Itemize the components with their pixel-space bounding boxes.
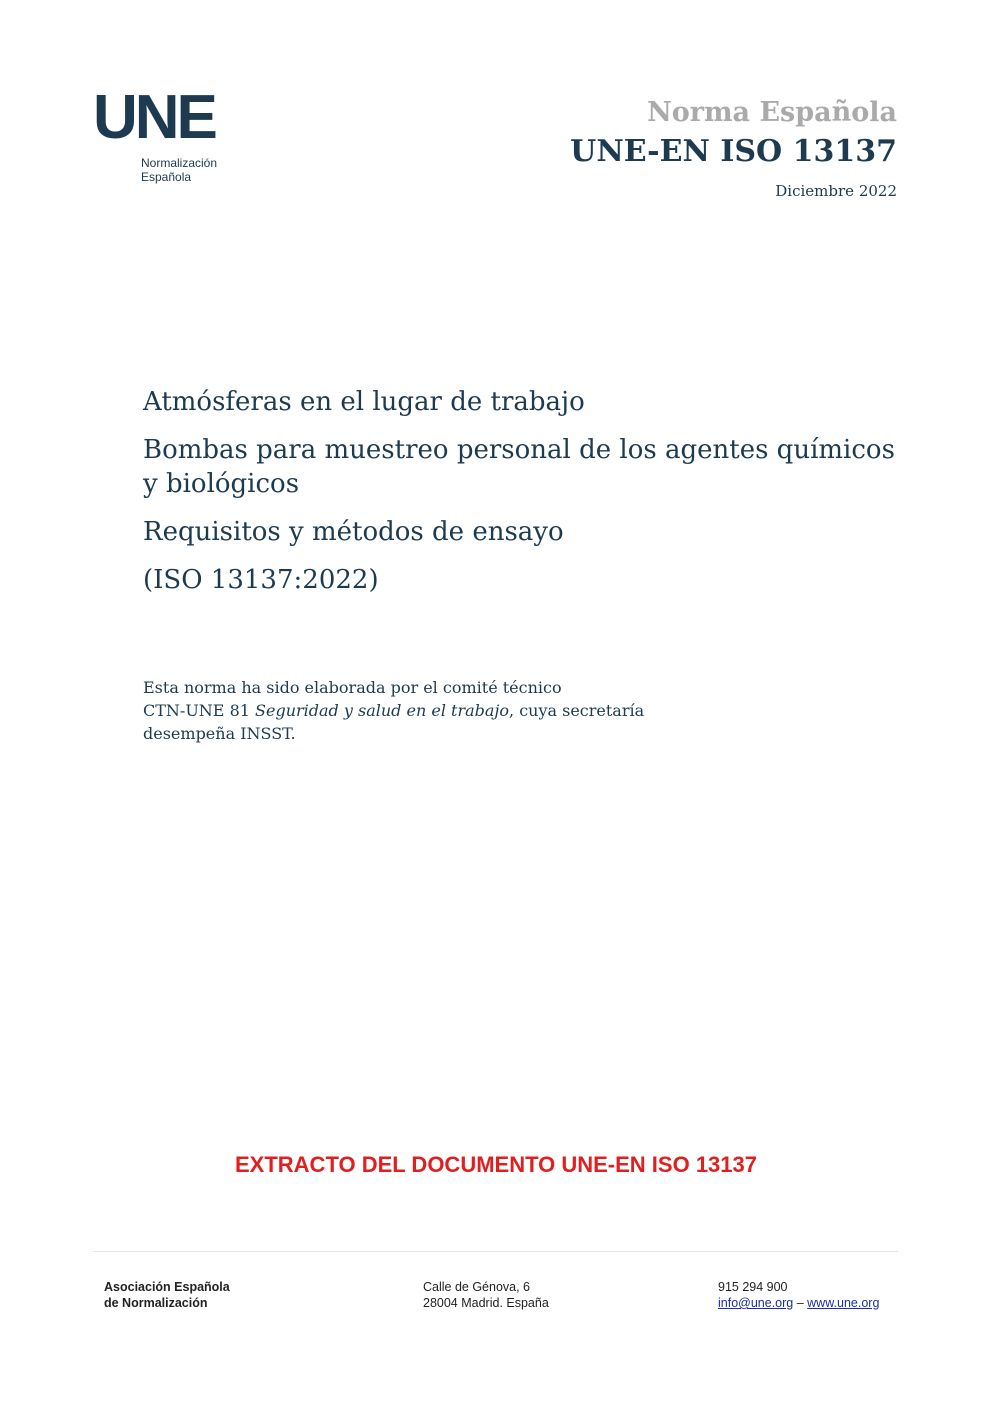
footer-contact bbox=[718, 1279, 879, 1311]
standard-label: Norma Española bbox=[647, 97, 897, 128]
standard-header bbox=[570, 98, 897, 200]
committee-secretariat: , cuya secretaría bbox=[509, 701, 645, 720]
logo-subtitle bbox=[141, 156, 233, 184]
email-link[interactable]: info@une.org bbox=[718, 1296, 794, 1310]
committee-line-3: desempeña INSST. bbox=[143, 724, 296, 743]
committee-code: CTN-UNE 81 bbox=[143, 701, 256, 720]
phone-number: 915 294 900 bbox=[718, 1280, 788, 1294]
logo-wordmark: UNE bbox=[93, 83, 215, 152]
link-separator: – bbox=[793, 1296, 808, 1310]
document-titles bbox=[143, 385, 903, 611]
contact-links bbox=[718, 1295, 879, 1311]
title-line-1: Atmósferas en el lugar de trabajo bbox=[143, 387, 585, 417]
logo-subtitle-line1: Normalización bbox=[141, 156, 218, 170]
committee-line-1: Esta norma ha sido elaborada por el comité técnico bbox=[143, 678, 562, 697]
logo-subtitle-line2: Española bbox=[141, 170, 192, 184]
standard-code: UNE-EN ISO 13137 bbox=[570, 134, 897, 169]
standard-date: Diciembre 2022 bbox=[775, 182, 897, 200]
title-line-2: Bombas para muestreo personal de los agentes químicos y biológicos bbox=[143, 435, 895, 499]
address-line-1: Calle de Génova, 6 bbox=[423, 1280, 531, 1294]
une-logo bbox=[93, 83, 233, 184]
title-line-4: (ISO 13137:2022) bbox=[143, 565, 379, 595]
title-line-3: Requisitos y métodos de ensayo bbox=[143, 517, 564, 547]
org-line-1: Asociación Española bbox=[104, 1280, 230, 1294]
committee-line-2 bbox=[143, 699, 663, 722]
address-line-2: 28004 Madrid. España bbox=[423, 1296, 549, 1310]
footer-divider bbox=[93, 1251, 898, 1252]
extract-notice: EXTRACTO DEL DOCUMENTO UNE-EN ISO 13137 bbox=[235, 1152, 757, 1177]
org-line-2: de Normalización bbox=[104, 1296, 208, 1310]
committee-statement bbox=[143, 676, 663, 745]
committee-name: Seguridad y salud en el trabajo bbox=[255, 701, 510, 720]
footer-organization bbox=[104, 1279, 230, 1311]
website-link[interactable]: www.une.org bbox=[807, 1296, 880, 1310]
footer-address bbox=[423, 1279, 549, 1311]
